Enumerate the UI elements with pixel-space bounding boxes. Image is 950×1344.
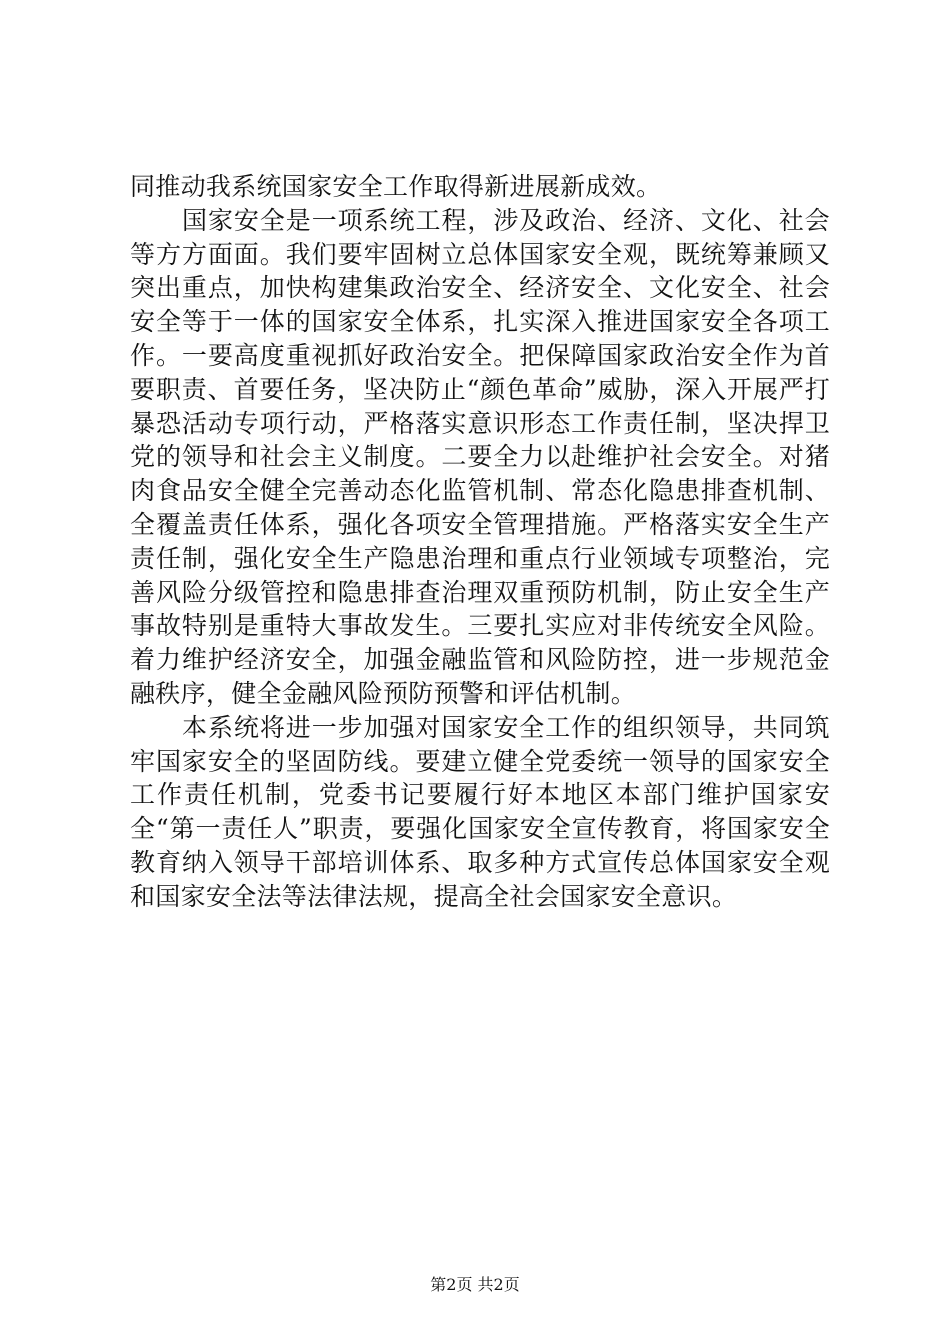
paragraph-national-security: 国家安全是一项系统工程，涉及政治、经济、文化、社会等方方面面。我们要牢固树立总体国家安全观，既统筹兼顾又突出重点，加快构建集政治安全、经济安全、文化安全、社会安全等于一体的国家安全体系，扎实深入推进国家安全各项工作。一要高度重视抓好政治安全。把保障国家政治安全作为首要职责、首要任务，坚决防止“颜色革命”威胁，深入开展严打暴恐活动专项行动，严格落实意识形态工作责任制，坚决捍卫党的领导和社会主义制度。二要全力以赴维护社会安全。对猪肉食品安全健全完善动态化监管机制、常态化隐患排查机制、全覆盖责任体系，强化各项安全管理措施。严格落实安全生产责任制，强化安全生产隐患治理和重点行业领域专项整治，完善风险分级管控和隐患排查治理双重预防机制，防止安全生产事故特别是重特大事故发生。三要扎实应对非传统安全风险。着力维护经济安全，加强金融监管和风险防控，进一步规范金融秩序，健全金融风险预防预警和评估机制。: [130, 205, 830, 708]
page-footer: 第2页 共2页: [430, 1275, 520, 1294]
paragraph-leadership: 本系统将进一步加强对国家安全工作的组织领导，共同筑牢国家安全的坚固防线。要建立健全党委统一领导的国家安全工作责任机制，党委书记要履行好本地区本部门维护国家安全“第一责任人”职责，要强化国家安全宣传教育，将国家安全教育纳入领导干部培训体系、取多种方式宣传总体国家安全观和国家安全法等法律法规，提高全社会国家安全意识。: [130, 712, 830, 911]
document-body: [130, 170, 830, 914]
paragraph-continuation: 同推动我系统国家安全工作取得新进展新成效。: [130, 172, 662, 201]
